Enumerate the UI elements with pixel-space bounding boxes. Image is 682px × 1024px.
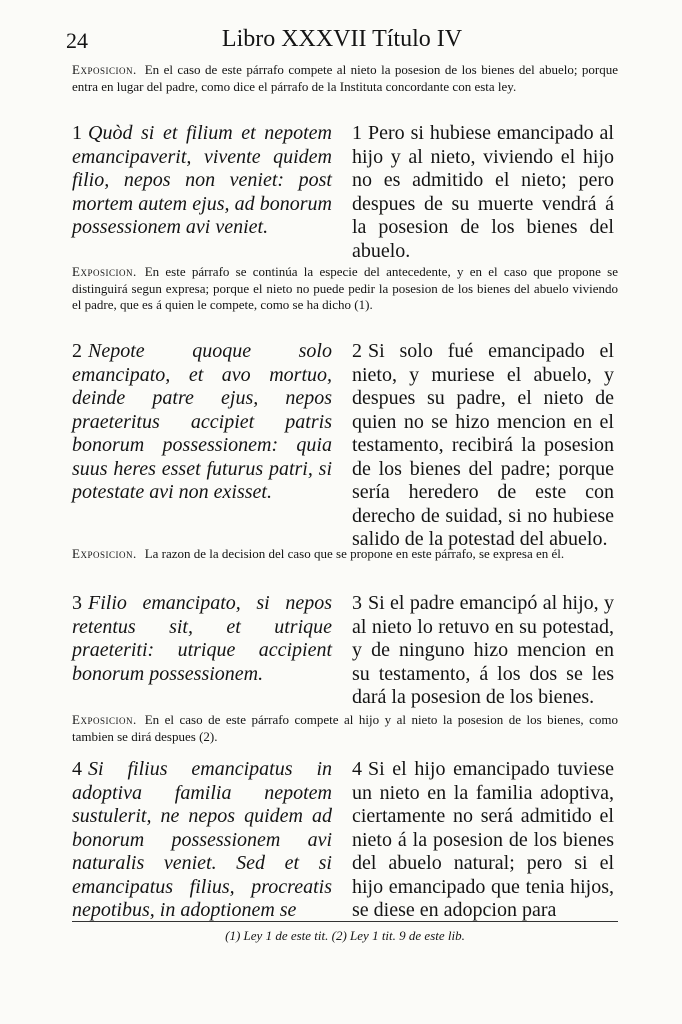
paragraph-number: 4 xyxy=(352,758,362,780)
page-number: 24 xyxy=(66,28,88,53)
paragraph-number: 1 xyxy=(72,122,82,144)
latin-text: Si filius emancipatus in adoptiva familia nepotem sustulerit, ne nepos quidem ad bonorum possessionem avi naturalis veniet. Sed et si emancipatus filius, procreatis nepotibus, in adoptionem se xyxy=(72,758,332,921)
paragraph-number: 3 xyxy=(352,592,362,614)
footnote-rule xyxy=(72,921,618,922)
exposicion-paragraph xyxy=(72,264,618,314)
paragraph-number: 1 xyxy=(352,122,362,144)
page-header xyxy=(66,24,618,58)
exposicion-label: Exposicion. xyxy=(72,712,137,727)
running-title: Libro XXXVII Título IV xyxy=(221,26,463,52)
paragraph-number: 3 xyxy=(72,592,82,614)
spanish-text: Si solo fué emancipado el nieto, y muriese el abuelo, y despues su padre, el nieto de quien no se hizo mencion en el testamento, recibirá la posesion de los bienes del padre; porque sería heredero de este con derecho de suidad, si no hubiese salido de la potestad del abuelo. xyxy=(352,340,614,550)
latin-paragraph xyxy=(72,122,332,240)
footnotes: (1) Ley 1 de este tit. (2) Ley 1 tit. 9 de este lib. xyxy=(225,928,465,943)
spanish-paragraph xyxy=(352,122,614,263)
exposicion-paragraph xyxy=(72,62,618,95)
spanish-paragraph xyxy=(352,758,614,923)
spanish-text: Si el padre emancipó al hijo, y al nieto lo retuvo en su potestad, y de ninguno hizo mencion en su testamento, á los dos se les dará la posesion de los bienes. xyxy=(352,592,614,708)
exposicion-text: En el caso de este párrafo compete al hijo y al nieto la posesion de los bienes, como tambien se dirá despues (2). xyxy=(72,712,618,744)
spanish-text: Pero si hubiese emancipado al hijo y al nieto, viviendo el hijo no es admitido el nieto; pero despues de su muerte vendrá á la posesion de los bienes del abuelo. xyxy=(352,122,614,262)
paragraph-number: 2 xyxy=(352,340,362,362)
latin-paragraph xyxy=(72,592,332,686)
latin-text: Nepote quoque solo emancipato, et avo mortuo, deinde patre ejus, nepos praeteritus accipiet patris bonorum possessionem: quia suus heres esset futurus patri, si potestate avi non exisset. xyxy=(72,340,332,503)
spanish-paragraph xyxy=(352,340,614,552)
exposicion-label: Exposicion. xyxy=(72,264,137,279)
latin-text: Quòd si et filium et nepotem emancipaverit, vivente quidem filio, nepos non veniet: post mortem autem ejus, ad bonorum possessionem avi veniet. xyxy=(72,122,332,238)
exposicion-text: En el caso de este párrafo compete al nieto la posesion de los bienes del abuelo; porque entra en lugar del padre, como dice el párrafo de la Instituta concordante con esta ley. xyxy=(72,62,618,94)
exposicion-paragraph xyxy=(72,546,618,563)
paragraph-number: 4 xyxy=(72,758,82,780)
latin-text: Filio emancipato, si nepos retentus sit, et utrique praeteriti: utrique accipient bonorum possessionem. xyxy=(72,592,332,685)
exposicion-text: La razon de la decision del caso que se propone en este párrafo, se expresa en él. xyxy=(144,546,565,561)
exposicion-paragraph xyxy=(72,712,618,745)
paragraph-number: 2 xyxy=(72,340,82,362)
exposicion-label: Exposicion. xyxy=(72,62,137,77)
spanish-paragraph xyxy=(352,592,614,710)
latin-paragraph xyxy=(72,340,332,505)
spanish-text: Si el hijo emancipado tuviese un nieto en la familia adoptiva, ciertamente no será admitido el nieto á la posesion de los bienes del abuelo natural; pero si el hijo emancipado que tenia hijos, se diese en adopcion para xyxy=(352,758,614,921)
exposicion-label: Exposicion. xyxy=(72,546,137,561)
latin-paragraph xyxy=(72,758,332,923)
exposicion-text: En este párrafo se continúa la especie del antecedente, y en el caso que propone se distinguirá segun expresa; porque el nieto no puede pedir la posesion de los bienes del abuelo viviendo el padre, que es á quien le compete, como se ha dicho (1). xyxy=(72,264,618,312)
